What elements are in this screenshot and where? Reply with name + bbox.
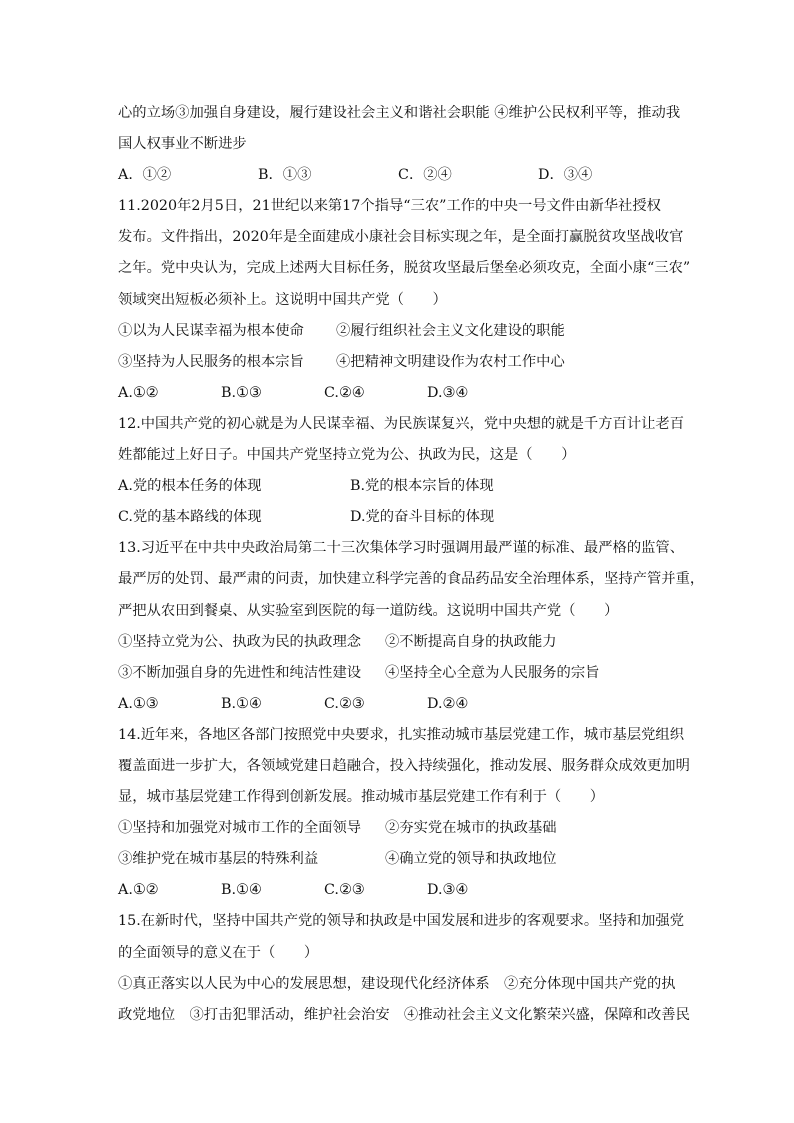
q14-choices-row-1 <box>118 813 678 844</box>
q11-stem-line-2: 发布。文件指出，2020年是全面建成小康社会目标实现之年，是全面打赢脱贫攻坚战收官 <box>118 229 684 246</box>
q13-option-d[interactable]: D.②④ <box>427 695 469 712</box>
q13-choices-row-1 <box>118 627 678 658</box>
q11-choices-row-1 <box>118 316 678 347</box>
q11-stem-line-4: 领域突出短板必须补上。这说明中国共产党（ ） <box>118 291 447 308</box>
q10-continuation-line-1: 心的立场③加强自身建设，履行建设社会主义和谐社会职能 ④维护公民权利平等，推动我 <box>118 105 681 121</box>
q14-choice-2: ②夯实党在城市的执政基础 <box>385 820 557 837</box>
q10-option-c[interactable]: C．②④ <box>398 167 452 184</box>
q14-stem-line-2: 覆盖面进一步扩大，各领域党建日趋融合，投入持续强化，推动发展、服务群众成效更加明 <box>118 757 690 774</box>
q14-option-a[interactable]: A.①② <box>118 882 159 899</box>
q12-stem-line-2: 姓都能过上好日子。中国共产党坚持立党为公、执政为民，这是（ ） <box>118 447 576 464</box>
q13-option-a[interactable]: A.①③ <box>118 695 159 712</box>
q11-stem-line-1: 11.2020年2月5日，21世纪以来第17个指导“三农”工作的中央一号文件由新华社授权 <box>118 198 661 215</box>
q11-choices-row-2 <box>118 347 678 378</box>
q12-options-row-2 <box>118 502 678 533</box>
q12-option-d[interactable]: D.党的奋斗目标的体现 <box>350 509 495 526</box>
q12-option-b[interactable]: B.党的根本宗旨的体现 <box>350 478 494 495</box>
q14-stem-line-3: 显，城市基层党建工作得到创新发展。推动城市基层党建工作有利于（ ） <box>118 789 605 806</box>
q13-choice-3: ③不断加强自身的先进性和纯洁性建设 <box>118 664 362 681</box>
q15-choices-line-2: 政党地位 ③打击犯罪活动，维护社会治安 ④推动社会主义文化繁荣兴盛，保障和改善民 <box>118 1006 690 1023</box>
q13-choice-1: ①坚持立党为公、执政为民的执政理念 <box>118 633 362 650</box>
q11-choice-4: ④把精神文明建设作为农村工作中心 <box>336 353 565 370</box>
q10-continuation-line-2: 国人权事业不断进步 <box>118 136 247 153</box>
q11-option-d[interactable]: D.③④ <box>427 384 469 401</box>
q10-options <box>118 160 678 191</box>
q13-option-b[interactable]: B.①④ <box>221 695 262 712</box>
q11-stem-line-3: 之年。党中央认为，完成上述两大目标任务，脱贫攻坚最后堡垒必须攻克，全面小康“三农” <box>118 260 691 277</box>
q14-choice-3: ③维护党在城市基层的特殊利益 <box>118 851 319 868</box>
q15-choices-line-1: ①真正落实以人民为中心的发展思想，建设现代化经济体系 ②充分体现中国共产党的执 <box>118 975 676 992</box>
q14-choices-row-2 <box>118 844 678 875</box>
q14-option-d[interactable]: D.③④ <box>427 882 469 899</box>
q10-option-d[interactable]: D．③④ <box>538 167 593 184</box>
q14-option-b[interactable]: B.①④ <box>221 882 262 899</box>
q13-choice-2: ②不断提高自身的执政能力 <box>385 633 557 650</box>
q11-option-c[interactable]: C.②④ <box>324 384 365 401</box>
q12-option-c[interactable]: C.党的基本路线的体现 <box>118 509 262 526</box>
q13-choices-row-2 <box>118 658 678 689</box>
q13-stem-line-3: 严把从农田到餐桌、从实验室到医院的每一道防线。这说明中国共产党（ ） <box>118 602 619 619</box>
q15-stem-line-2: 的全面领导的意义在于（ ） <box>118 944 319 961</box>
q11-choice-1: ①以为人民谋幸福为根本使命 <box>118 322 304 339</box>
q14-options <box>118 875 678 906</box>
q13-choice-4: ④坚持全心全意为人民服务的宗旨 <box>385 664 600 681</box>
q13-options <box>118 689 678 720</box>
q12-stem-line-1: 12.中国共产党的初心就是为人民谋幸福、为民族谋复兴，党中央想的就是千方百计让老百 <box>118 415 685 432</box>
q11-choice-2: ②履行组织社会主义文化建设的职能 <box>336 322 565 339</box>
q11-options <box>118 378 678 409</box>
q13-stem-line-2: 最严厉的处罚、最严肃的问责，加快建立科学完善的食品药品安全治理体系，坚持产管并重， <box>118 571 705 588</box>
q12-option-a[interactable]: A.党的根本任务的体现 <box>118 478 262 495</box>
q10-option-a[interactable]: A．①② <box>118 167 172 184</box>
q15-stem-line-1: 15.在新时代，坚持中国共产党的领导和执政是中国发展和进步的客观要求。坚持和加强党 <box>118 913 685 930</box>
q11-option-a[interactable]: A.①② <box>118 384 159 401</box>
q11-choice-3: ③坚持为人民服务的根本宗旨 <box>118 353 304 370</box>
q11-option-b[interactable]: B.①③ <box>221 384 262 401</box>
q14-stem-line-1: 14.近年来，各地区各部门按照党中央要求，扎实推动城市基层党建工作，城市基层党组织 <box>118 726 685 743</box>
q12-options-row-1 <box>118 471 678 502</box>
q14-choice-4: ④确立党的领导和执政地位 <box>385 851 557 868</box>
q13-option-c[interactable]: C.②③ <box>324 695 365 712</box>
q14-choice-1: ①坚持和加强党对城市工作的全面领导 <box>118 820 362 837</box>
q13-stem-line-1: 13.习近平在中共中央政治局第二十三次集体学习时强调用最严谨的标准、最严格的监管、 <box>118 540 685 557</box>
q10-option-b[interactable]: B．①③ <box>258 167 312 184</box>
q14-option-c[interactable]: C.②③ <box>324 882 365 899</box>
exam-page <box>118 98 705 1031</box>
